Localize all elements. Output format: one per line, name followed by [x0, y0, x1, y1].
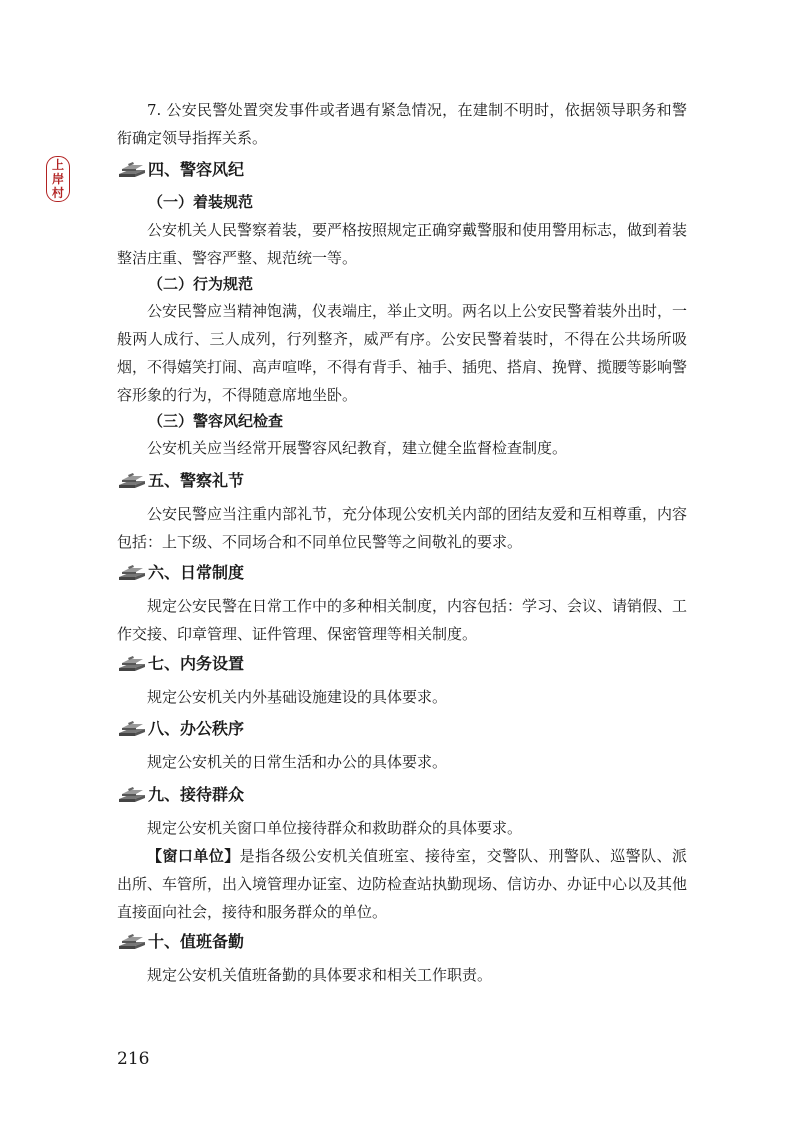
paragraph: 公安民警应当注重内部礼节，充分体现公安机关内部的团结友爱和互相尊重，内容包括：上下级、不同场合和不同单位民警等之间敬礼的要求。: [117, 505, 688, 551]
subsection-title: （三）警容风纪检查: [148, 412, 284, 430]
paragraph: 公安民警应当精神饱满，仪表端庄，举止文明。两名以上公安民警着装外出时，一般两人成行、三人成列，行列整齐，威严有序。公安民警着装时，不得在公共场所吸烟，不得嬉笑打闹、高声喧哗，不得有背手、袖手、插兜、搭肩、挽臂、揽腰等影响警容形象的行为，不得随意席地坐卧。: [117, 302, 688, 404]
definition-paragraph: [117, 842, 687, 926]
section-heading: [117, 928, 244, 956]
section-title: 六、日常制度: [148, 563, 245, 582]
paragraph: 规定公安民警在日常工作中的多种相关制度，内容包括：学习、会议、请销假、工作交接、印章管理、证件管理、保密管理等相关制度。: [117, 597, 688, 643]
intro-paragraph: 7. 公安民警处置突发事件或者遇有紧急情况，在建制不明时，依据领导职务和警衔确定领导指挥关系。: [117, 101, 687, 147]
paragraph: 规定公安机关的日常生活和办公的具体要求。: [147, 753, 448, 771]
paragraph: 规定公安机关内外基础设施建设的具体要求。: [147, 688, 448, 706]
section-title: 五、警察礼节: [148, 471, 245, 490]
book-stack-icon: [117, 161, 147, 179]
section-title: 八、办公秩序: [148, 719, 245, 738]
stamp-char: 村: [51, 186, 64, 200]
section-title: 四、警容风纪: [148, 160, 245, 179]
section-heading: [117, 715, 244, 743]
paragraph: 公安机关应当经常开展警容风纪教育，建立健全监督检查制度。: [147, 439, 568, 457]
section-title: 九、接待群众: [148, 785, 245, 804]
book-stack-icon: [117, 720, 147, 738]
book-stack-icon: [117, 786, 147, 804]
term-label: 【窗口单位】: [147, 847, 240, 865]
term-definition: 是指各级公安机关值班室、接待室，交警队、刑警队、巡警队、派出所、车管所，出入境管理办证室、边防检查站执勤现场、信访办、办证中心以及其他直接面向社会，接待和服务群众的单位。: [117, 847, 688, 921]
paragraph: 规定公安机关窗口单位接待群众和救助群众的具体要求。: [147, 819, 523, 837]
book-stack-icon: [117, 564, 147, 582]
subsection-title: （一）着装规范: [148, 193, 254, 211]
book-stack-icon: [117, 472, 147, 490]
subsection-title: （二）行为规范: [148, 275, 254, 293]
section-title: 七、内务设置: [148, 654, 245, 673]
stamp-char: 上: [51, 158, 64, 172]
paragraph: 公安机关人民警察着装，要严格按照规定正确穿戴警服和使用警用标志，做到着装整洁庄重、警容严整、规范统一等。: [117, 221, 688, 267]
section-heading: [117, 781, 244, 809]
book-stack-icon: [117, 655, 147, 673]
stamp-char: 岸: [51, 172, 64, 186]
section-heading: [117, 156, 244, 184]
seal-stamp: [46, 156, 70, 202]
paragraph: 规定公安机关值班备勤的具体要求和相关工作职责。: [147, 966, 493, 984]
section-heading: [117, 559, 244, 587]
book-stack-icon: [117, 933, 147, 951]
section-heading: [117, 467, 244, 495]
section-title: 十、值班备勤: [148, 932, 245, 951]
section-heading: [117, 650, 244, 678]
page-number: 216: [117, 1049, 150, 1069]
